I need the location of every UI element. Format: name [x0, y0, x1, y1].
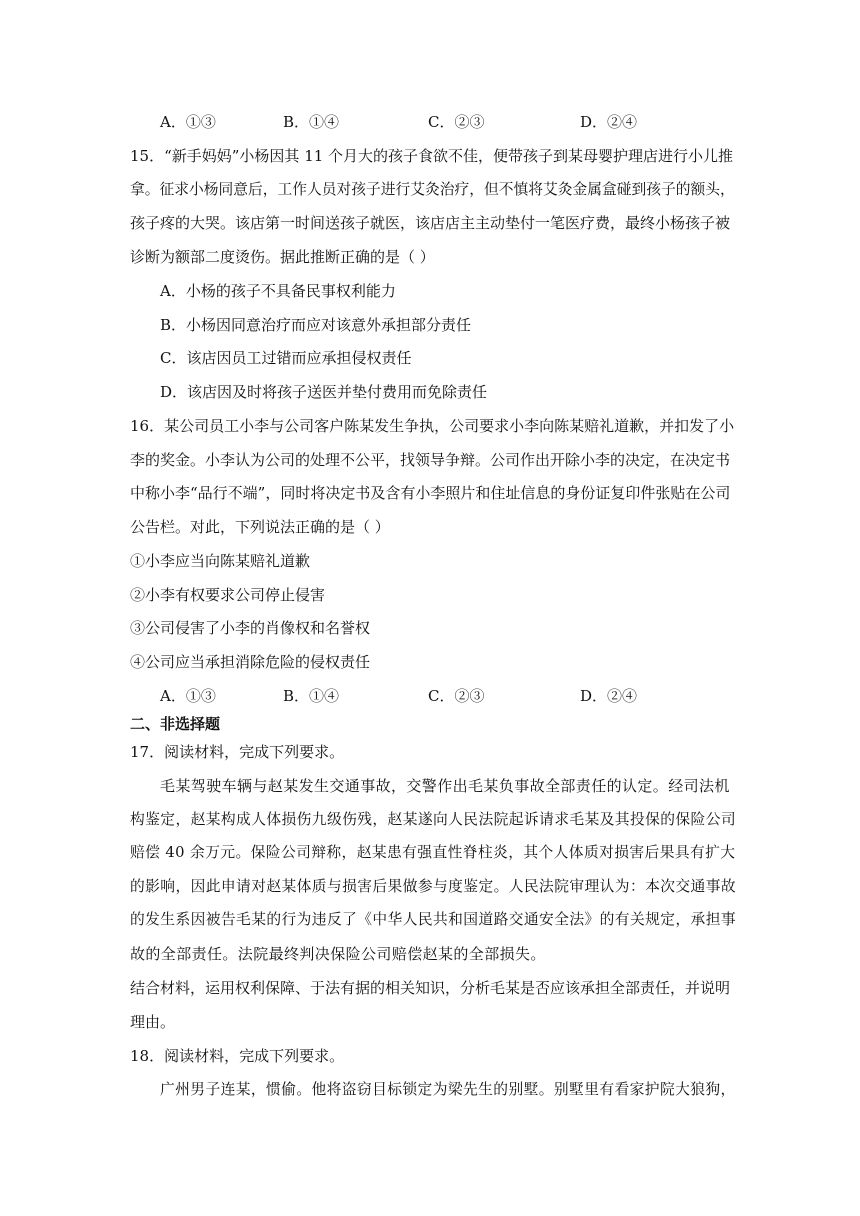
q16-option-b: B．①④ — [283, 687, 340, 705]
q17-material-line: 的发生系因被告毛某的行为违反了《中华人民共和国道路交通安全法》的有关规定，承担事 — [130, 911, 736, 928]
q14-options — [160, 112, 720, 132]
q17-material-line: 赔偿 40 余万元。保险公司辩称，赵某患有强直性脊柱炎，其个人体质对损害后果具有扩大 — [130, 844, 736, 861]
q16-statement-3: ③公司侵害了小李的肖像权和名誉权 — [130, 619, 371, 637]
q18-prompt: 18．阅读材料，完成下列要求。 — [130, 1047, 345, 1065]
q16-statement-4: ④公司应当承担消除危险的侵权责任 — [130, 653, 371, 671]
q15-stem-line: 诊断为额部二度烫伤。据此推断正确的是（ ） — [130, 248, 435, 266]
q16-stem-line: 中称小李“品行不端”，同时将决定书及含有小李照片和住址信息的身份证复印件张贴在公司 — [130, 484, 731, 502]
q17-prompt: 17．阅读材料，完成下列要求。 — [130, 743, 345, 761]
q14-option-d: D．②④ — [580, 113, 638, 131]
q16-stem-line: 公告栏。对此，下列说法正确的是（ ） — [130, 518, 390, 536]
q16-option-d: D．②④ — [580, 687, 638, 705]
section-heading: 二、非选择题 — [130, 715, 221, 733]
q16-option-c: C．②③ — [428, 687, 485, 705]
q15-option-c: C．该店因员工过错而应承担侵权责任 — [160, 349, 412, 367]
q15-stem-line: 孩子疼的大哭。该店第一时间送孩子就医，该店店主主动垫付一笔医疗费，最终小杨孩子被 — [130, 214, 731, 232]
q16-stem-line: 李的奖金。小李认为公司的处理不公平，找领导争辩。公司作出开除小李的决定，在决定书 — [130, 451, 731, 469]
q17-material-line: 的影响，因此申请对赵某体质与损害后果做参与度鉴定。人民法院审理认为：本次交通事故 — [130, 878, 736, 895]
q15-option-d: D．该店因及时将孩子送医并垫付费用而免除责任 — [160, 383, 488, 401]
q15-stem-line: 15．“新手妈妈”小杨因其 11 个月大的孩子食欲不佳，便带孩子到某母婴护理店进行小儿推 — [130, 147, 734, 165]
q17-material-line: 构鉴定，赵某构成人体损伤九级伤残，赵某遂向人民法院起诉请求毛某及其投保的保险公司 — [130, 811, 736, 828]
q16-statement-2: ②小李有权要求公司停止侵害 — [130, 586, 326, 604]
q14-option-b: B．①④ — [283, 113, 340, 131]
q17-material-line: 毛某驾驶车辆与赵某发生交通事故，交警作出毛某负事故全部责任的认定。经司法机 — [160, 777, 730, 795]
q16-option-a: A．①③ — [160, 687, 216, 705]
q16-statement-1: ①小李应当向陈某赔礼道歉 — [130, 552, 311, 570]
q16-stem-line: 16．某公司员工小李与公司客户陈某发生争执，公司要求小李向陈某赔礼道歉，并扣发了小 — [130, 417, 735, 435]
q16-options — [160, 686, 720, 706]
q15-option-a: A．小杨的孩子不具备民事权利能力 — [160, 282, 396, 300]
q18-material-line: 广州男子连某，惯偷。他将盗窃目标锁定为梁先生的别墅。别墅里有看家护院大狼狗， — [160, 1081, 736, 1098]
q17-question-line: 理由。 — [130, 1013, 176, 1031]
q15-stem-line: 拿。征求小杨同意后，工作人员对孩子进行艾灸治疗，但不慎将艾灸金属盒碰到孩子的额头， — [130, 181, 735, 198]
q15-option-b: B．小杨因同意治疗而应对该意外承担部分责任 — [160, 316, 472, 334]
q17-question-line: 结合材料，运用权利保障、于法有据的相关知识，分析毛某是否应该承担全部责任，并说明 — [130, 979, 731, 997]
q14-option-a: A．①③ — [160, 113, 216, 131]
q17-material-line: 故的全部责任。法院最终判决保险公司赔偿赵某的全部损失。 — [130, 945, 546, 963]
q14-option-c: C．②③ — [428, 113, 485, 131]
